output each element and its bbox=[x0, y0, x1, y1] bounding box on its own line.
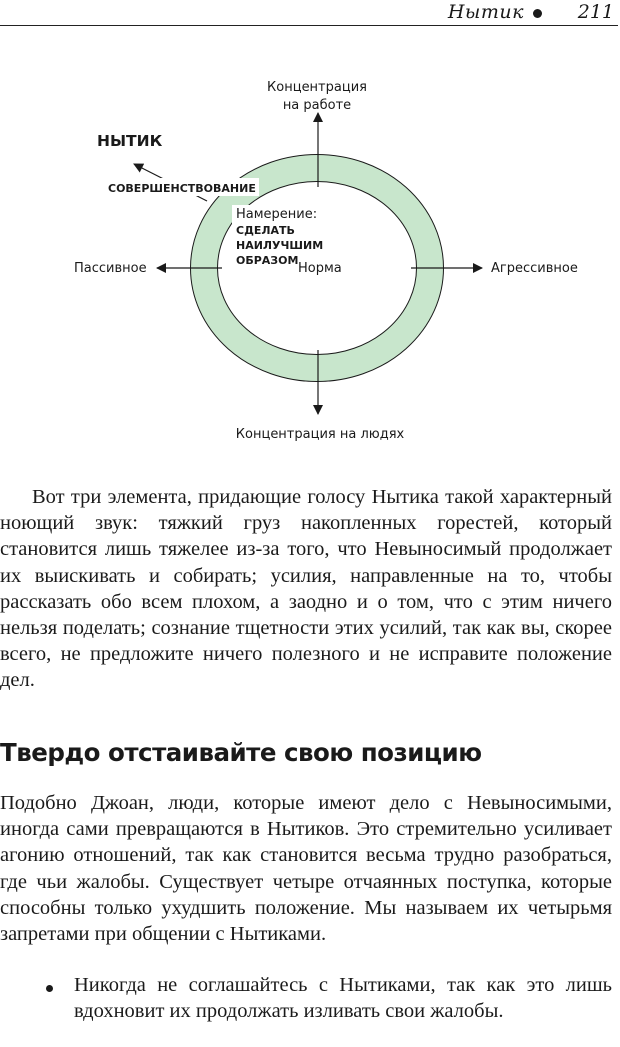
body-paragraph-1: Вот три элемента, придающие голосу Нытика такой характерный ноющий звук: тяжкий груз накопленных горестей, который становится лишь тяжелее из-за того, что Невыносимый продолжает их выискивать и собирать; усилия, направленные на то, чтобы рассказать обо всем плохом, а заодно и о том, что с этим ничего нельзя поделать; сознание тщетности этих усилий, так как вы, скорее всего, не предложите ничего полезного и не исправите положение дел. bbox=[0, 486, 612, 692]
page-number: 211 bbox=[577, 1, 614, 23]
nytik-label: НЫТИК bbox=[97, 132, 163, 150]
right-label: Агрессивное bbox=[491, 261, 578, 276]
top-label-line2: на работе bbox=[282, 98, 352, 113]
intention-label: Намерение: bbox=[236, 207, 318, 222]
improvement-label: СОВЕРШЕНСТВОВАНИЕ bbox=[108, 182, 256, 195]
header-rule bbox=[0, 25, 618, 26]
nytik-diagram bbox=[0, 60, 620, 450]
intention-line1: СДЕЛАТЬ bbox=[236, 224, 295, 237]
body-paragraph-2: Подобно Джоан, люди, которые имеют дело с Невыносимыми, иногда сами превращаются в Нытиков. Это стремительно усиливает агонию отношений, так как становится весьма трудно разобраться, где чьи жалобы. Существует четыре отчаянных поступка, которые способны только ухудшить положение. Мы называем их четырьмя запретами при общении с Нытиками. bbox=[0, 792, 612, 946]
intention-line3: ОБРАЗОМ bbox=[236, 254, 299, 267]
top-label-line1: Концентрация bbox=[267, 80, 367, 95]
section-heading: Твердо отстаивайте свою позицию bbox=[0, 738, 482, 767]
running-header bbox=[0, 0, 620, 27]
intention-line2: НАИЛУЧШИМ bbox=[236, 239, 324, 252]
bullet-icon bbox=[46, 985, 53, 992]
norm-label: Норма bbox=[298, 261, 342, 276]
bottom-label: Концентрация на людях bbox=[235, 427, 405, 442]
running-header-title: Нытик bbox=[447, 1, 524, 23]
list-item-text: Никогда не соглашайтесь с Нытиками, так как это лишь вдохновит их продолжать изливать свои жалобы. bbox=[74, 974, 612, 1023]
left-label: Пассивное bbox=[74, 261, 147, 276]
bullet-icon bbox=[533, 9, 542, 18]
